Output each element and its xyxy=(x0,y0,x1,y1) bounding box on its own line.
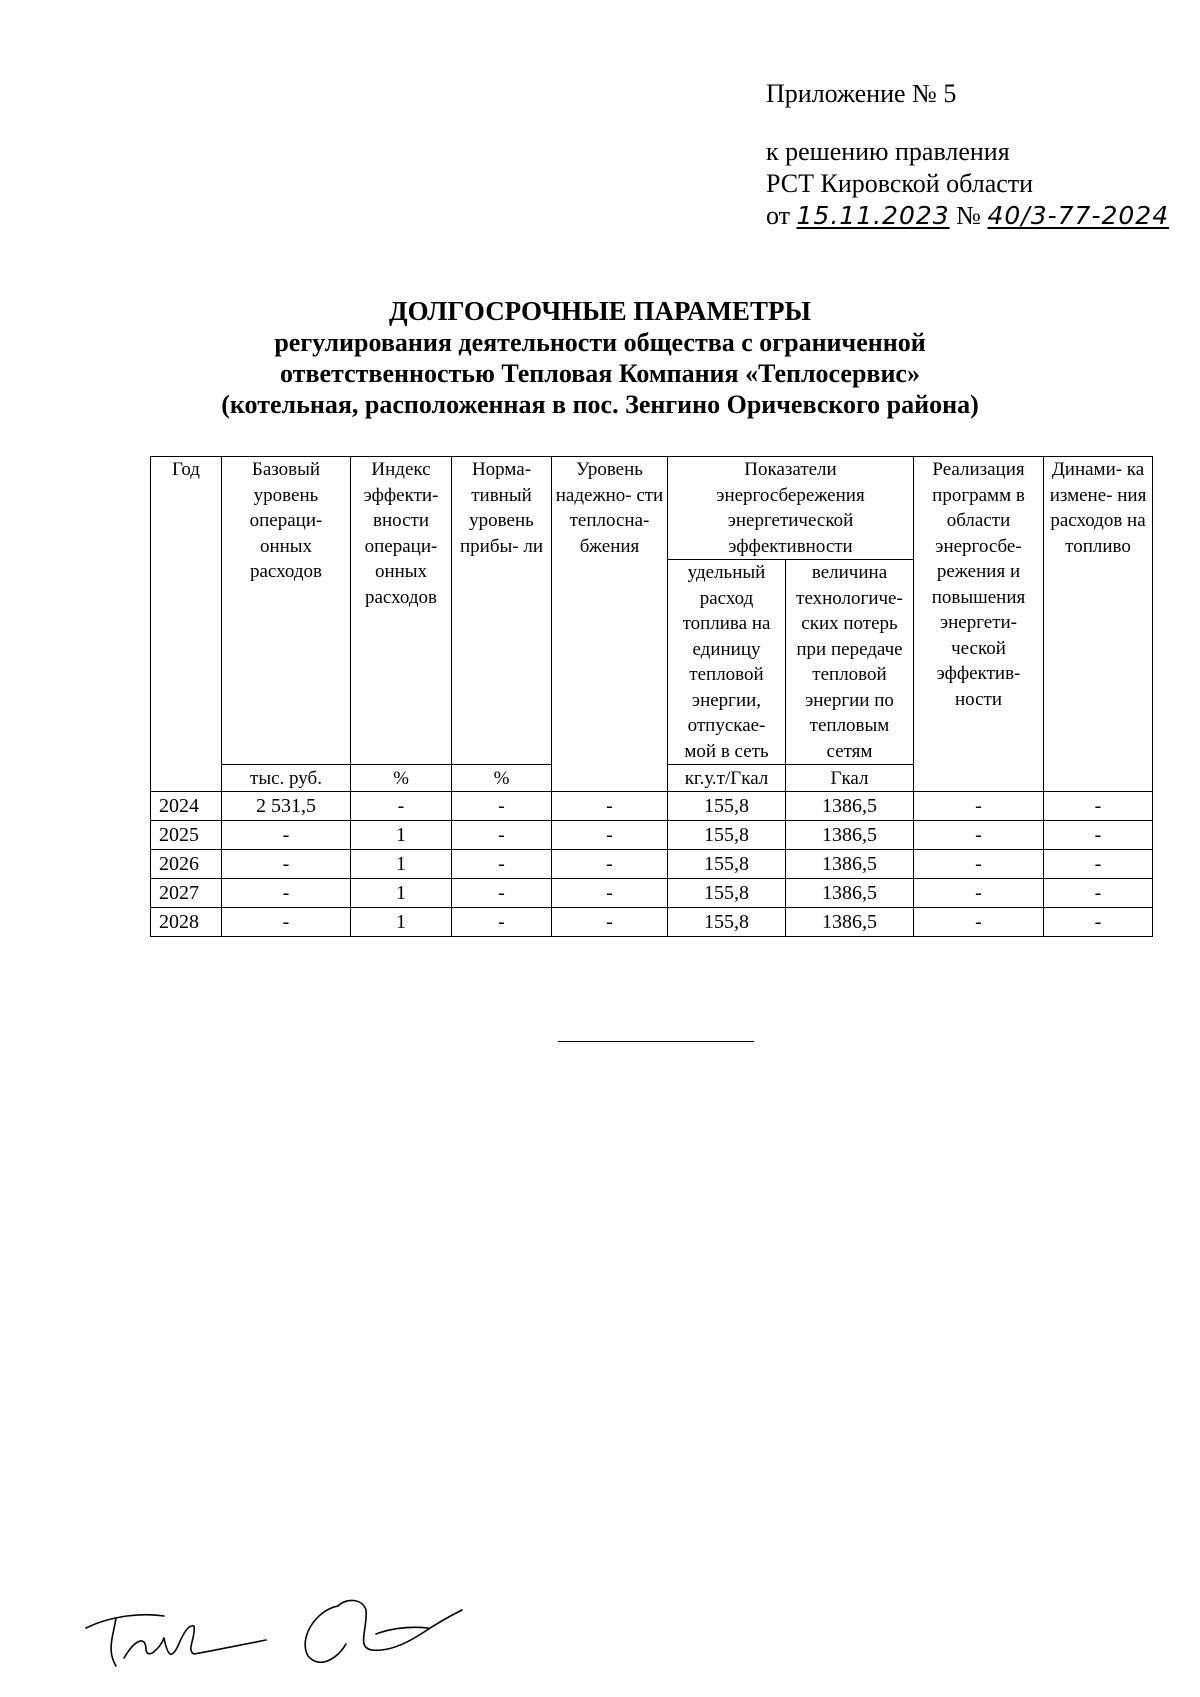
title-line4: (котельная, расположенная в пос. Зенгино Оричевского района) xyxy=(221,390,979,419)
appendix-number: Приложение № 5 xyxy=(766,79,957,108)
cell-programs: - xyxy=(914,792,1044,821)
cell-profit-level: - xyxy=(452,821,552,850)
unit-base-opex: тыс. руб. xyxy=(222,765,351,792)
cell-heat-losses: 1386,5 xyxy=(786,821,914,850)
cell-efficiency-index: 1 xyxy=(351,908,452,937)
cell-heat-losses: 1386,5 xyxy=(786,850,914,879)
cell-year: 2027 xyxy=(151,879,222,908)
appendix-date-line xyxy=(766,200,1169,232)
cell-reliability: - xyxy=(552,821,668,850)
appendix-line2: РСТ Кировской области xyxy=(766,169,1034,198)
signature-1 xyxy=(86,1615,266,1666)
table-row xyxy=(151,821,1153,850)
table-row xyxy=(151,792,1153,821)
title-main: ДОЛГОСРОЧНЫЕ ПАРАМЕТРЫ xyxy=(389,296,811,326)
cell-heat-losses: 1386,5 xyxy=(786,792,914,821)
handwritten-date: 15.11.2023 xyxy=(796,201,950,230)
cell-year: 2025 xyxy=(151,821,222,850)
table-row xyxy=(151,908,1153,937)
unit-efficiency-index: % xyxy=(351,765,452,792)
header-profit-level: Норма- тивный уровень прибы- ли xyxy=(452,457,552,765)
cell-programs: - xyxy=(914,908,1044,937)
cell-fuel-dynamics: - xyxy=(1044,850,1153,879)
cell-reliability: - xyxy=(552,879,668,908)
cell-profit-level: - xyxy=(452,850,552,879)
title-line2: регулирования деятельности общества с ограниченной xyxy=(274,328,926,357)
cell-base-opex: 2 531,5 xyxy=(222,792,351,821)
table-row xyxy=(151,850,1153,879)
header-fuel-rate: удельный расход топлива на единицу тепловой энергии, отпускае- мой в сеть xyxy=(668,560,786,765)
signatures xyxy=(76,1588,496,1678)
cell-programs: - xyxy=(914,850,1044,879)
header-efficiency-index: Индекс эффекти- вности операци- онных расходов xyxy=(351,457,452,765)
cell-reliability: - xyxy=(552,908,668,937)
cell-fuel-rate: 155,8 xyxy=(668,821,786,850)
cell-fuel-rate: 155,8 xyxy=(668,792,786,821)
cell-heat-losses: 1386,5 xyxy=(786,879,914,908)
cell-base-opex: - xyxy=(222,879,351,908)
cell-programs: - xyxy=(914,821,1044,850)
cell-fuel-rate: 155,8 xyxy=(668,879,786,908)
cell-profit-level: - xyxy=(452,879,552,908)
cell-efficiency-index: 1 xyxy=(351,879,452,908)
cell-base-opex: - xyxy=(222,821,351,850)
cell-profit-level: - xyxy=(452,908,552,937)
cell-base-opex: - xyxy=(222,850,351,879)
cell-year: 2024 xyxy=(151,792,222,821)
cell-fuel-dynamics: - xyxy=(1044,792,1153,821)
document-title xyxy=(0,296,1200,420)
header-year: Год xyxy=(151,457,222,792)
header-heat-losses: величина технологиче- ских потерь при передаче тепловой энергии по тепловым сетям xyxy=(786,560,914,765)
unit-profit-level: % xyxy=(452,765,552,792)
header-base-opex: Базовый уровень операци- онных расходов xyxy=(222,457,351,765)
unit-fuel-rate: кг.у.т/Гкал xyxy=(668,765,786,792)
unit-heat-losses: Гкал xyxy=(786,765,914,792)
header-programs: Реализация программ в области энергосбе- режения и повышения энергети- ческой эффектив- ности xyxy=(914,457,1044,792)
parameters-table xyxy=(150,456,1153,937)
cell-year: 2028 xyxy=(151,908,222,937)
date-prefix: от xyxy=(766,201,791,230)
cell-fuel-rate: 155,8 xyxy=(668,908,786,937)
cell-efficiency-index: - xyxy=(351,792,452,821)
cell-fuel-dynamics: - xyxy=(1044,908,1153,937)
cell-profit-level: - xyxy=(452,792,552,821)
cell-programs: - xyxy=(914,879,1044,908)
separator-line xyxy=(558,1041,754,1042)
cell-fuel-dynamics: - xyxy=(1044,821,1153,850)
appendix-line1: к решению правления xyxy=(766,137,1010,166)
cell-efficiency-index: 1 xyxy=(351,821,452,850)
cell-efficiency-index: 1 xyxy=(351,850,452,879)
header-fuel-dynamics: Динами- ка измене- ния расходов на топливо xyxy=(1044,457,1153,792)
header-row xyxy=(151,457,1153,560)
signature-2 xyxy=(305,1600,462,1662)
appendix-block xyxy=(766,78,1169,232)
cell-reliability: - xyxy=(552,792,668,821)
cell-fuel-rate: 155,8 xyxy=(668,850,786,879)
header-energy-saving: Показатели энергосбережения энергетической эффективности xyxy=(668,457,914,560)
header-reliability: Уровень надежно- сти теплосна- бжения xyxy=(552,457,668,792)
table-row xyxy=(151,879,1153,908)
number-prefix: № xyxy=(956,201,981,230)
cell-base-opex: - xyxy=(222,908,351,937)
cell-year: 2026 xyxy=(151,850,222,879)
title-line3: ответственностью Тепловая Компания «Теплосервис» xyxy=(280,359,920,388)
cell-reliability: - xyxy=(552,850,668,879)
cell-fuel-dynamics: - xyxy=(1044,879,1153,908)
handwritten-decision-number: 40/3-77-2024 xyxy=(987,201,1170,230)
cell-heat-losses: 1386,5 xyxy=(786,908,914,937)
